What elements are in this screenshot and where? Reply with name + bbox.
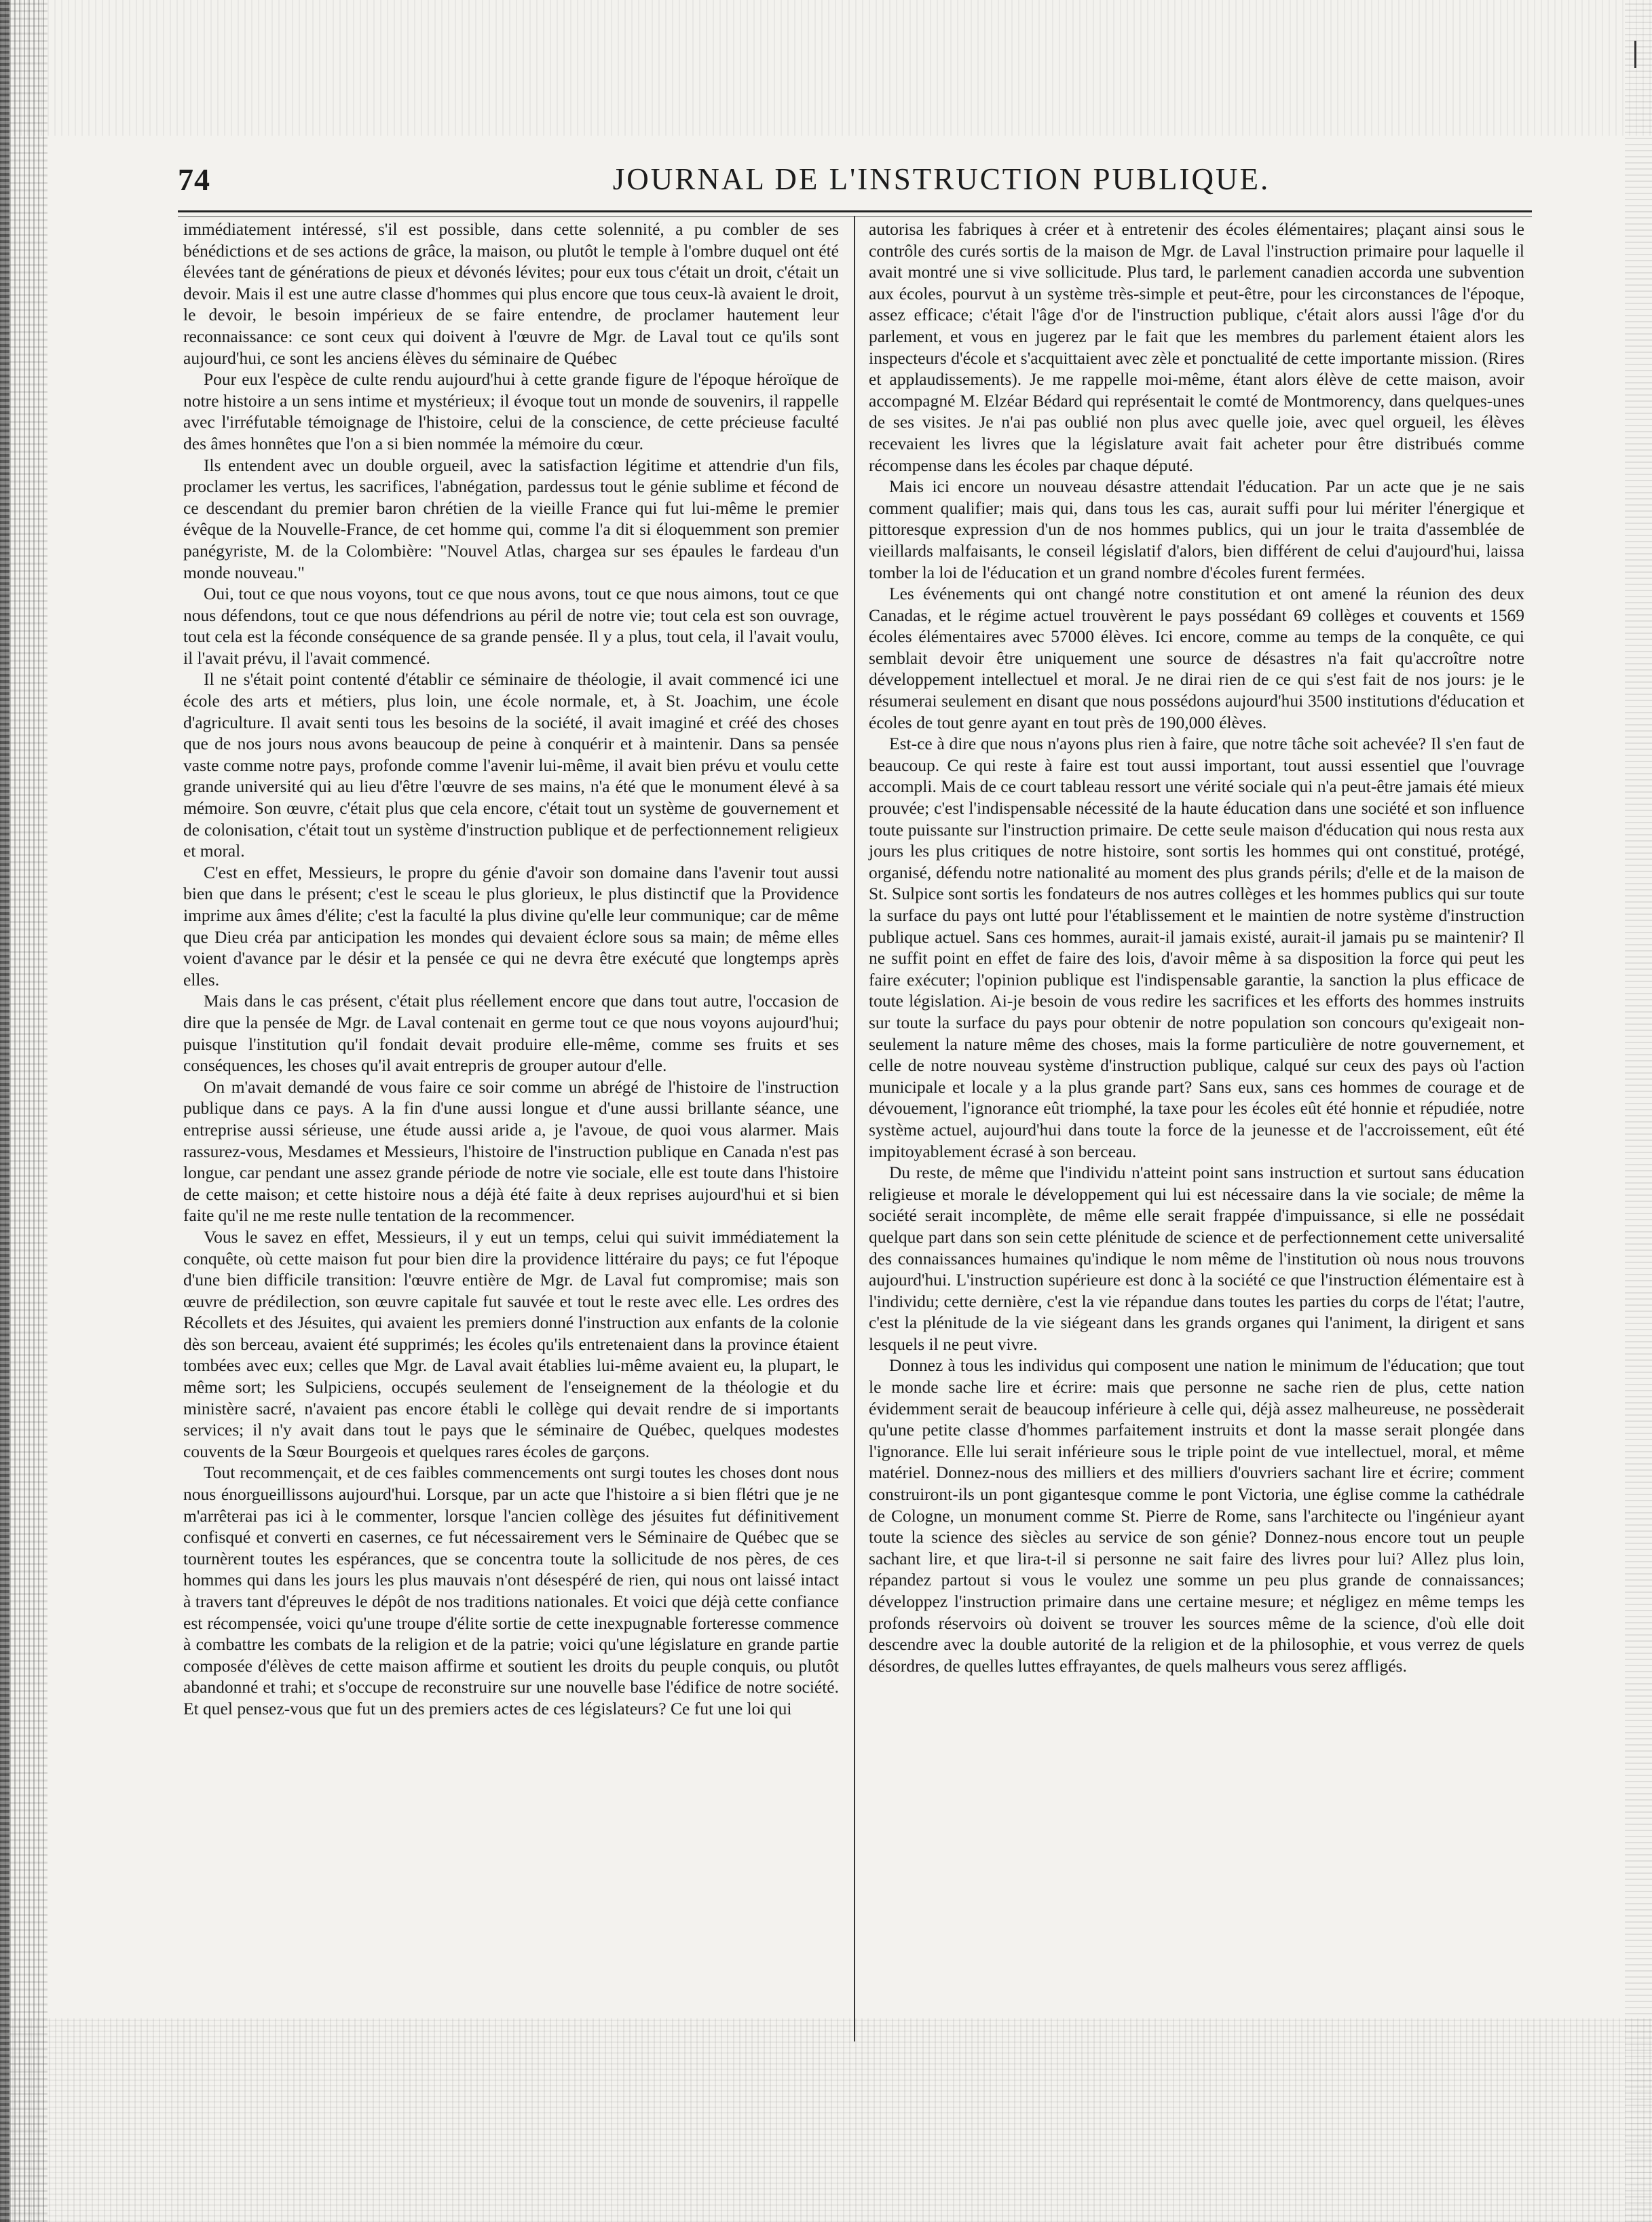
- paragraph: Les événements qui ont changé notre constitution et ont amené la réunion des deux Canadas, et le régime actuel trouvèrent le pays possédant 69 collèges et couvents et 1569 écoles élémentaires avec 57000 élèves. Ici encore, comme au temps de la conquête, ce qui semblait devoir être uniquement une source de désastres n'a fait qu'accroître notre développement intellectuel et moral. Je ne dirai rien de ce qui s'est fait de nos jours: je le résumerai seulement en disant que nous possédons aujourd'hui 3500 institutions d'éducation et écoles de tout genre ayant en tout près de 190,000 élèves.: [869, 584, 1524, 732]
- paragraph: C'est en effet, Messieurs, le propre du génie d'avoir son domaine dans l'avenir tout aussi bien que dans le présent; c'est le sceau le plus glorieux, le plus distinctif que la Providence imprime aux âmes d'élite; c'est la faculté la plus divine qu'elle leur communique; car de même que Dieu créa par anticipation les mondes qui devaient éclore sous sa main; de même elles voient d'avance par le désir et la pensée ce qui ne devra être exécuté que longtemps après elles.: [183, 862, 839, 990]
- scan-noise-bottom: [0, 2018, 1652, 2222]
- paragraph: On m'avait demandé de vous faire ce soir comme un abrégé de l'histoire de l'instruction publique dans ce pays. A la fin d'une aussi longue et d'une aussi brillante séance, une entreprise aussi sérieuse, une étude aussi aride a, je l'avoue, de quoi vous alarmer. Mais rassurez-vous, Mesdames et Messieurs, l'histoire de l'instruction publique en Canada n'est pas longue, car pendant une assez grande période de notre vie sociale, elle est toute dans l'histoire de cette maison; et cette histoire nous a déjà été faite à deux reprises aujourd'hui et si bien faite qu'il ne me reste nulle tentation de la recommencer.: [183, 1076, 839, 1226]
- paragraph: Mais ici encore un nouveau désastre attendait l'éducation. Par un acte que je ne sais comment qualifier; mais qui, dans tous les cas, aurait suffi pour lui mériter l'énergique et pittoresque expression d'un de nos hommes publics, qui un jour le traita d'assemblée de vieillards malfaisants, le conseil législatif d'alors, bien différent de celui d'aujourd'hui, laissa tomber la loi de l'éducation et un grand nombre d'écoles furent fermées.: [869, 476, 1524, 582]
- paragraph: Il ne s'était point contenté d'établir ce séminaire de théologie, il avait commencé ici une école des arts et métiers, plus loin, une école normale, et, à St. Joachim, une école d'agriculture. Il avait senti tous les besoins de la société, il avait imaginé et créé des choses que de nos jours nous avons beaucoup de peine à conquérir et à maintenir. Dans sa pensée vaste comme notre pays, profonde comme l'avenir lui-même, il avait bien prévu et voulu cette grande université qui au lieu d'être l'œuvre de ses mains, n'a été que le monument élevé à sa mémoire. Son œuvre, c'était plus que cela encore, c'était tout un système de gouvernement et de colonisation, c'était tout un système d'instruction publique et de perfectionnement religieux et moral.: [183, 669, 839, 861]
- paragraph: Donnez à tous les individus qui composent une nation le minimum de l'éducation; que tout le monde sache lire et écrire: mais que personne ne sache rien de plus, cette nation évidemment serait de beaucoup inférieure à celle qui, déjà assez malheureuse, ne possèderait qu'une petite classe d'hommes parfaitement instruits et dont la masse serait plongée dans l'ignorance. Elle lui serait inférieure sous le triple point de vue intellectuel, moral, et même matériel. Donnez-nous des milliers et des milliers d'ouvriers sachant lire et écrire; comment construiront-ils un pont gigantesque comme le pont Victoria, une église comme la cathédrale de Cologne, un monument comme St. Pierre de Rome, sans l'architecte ou l'ingénieur ayant toute la science des siècles au service de son génie? Donnez-nous encore tout un peuple sachant lire, et que lira-t-il si personne ne sait faire des livres pour lui? Allez plus loin, répandez partout si vous le voulez une somme un peu plus grande de connaissances; développez l'instruction primaire dans une certaine mesure; et négligez en même temps les profonds réservoirs où doivent se trouver les sources même de la science, d'où elle doit descendre avec la double autorité de la religion et de la philosophie, et vous verrez de quels désordres, de quelles luttes effrayantes, de quels malheurs vous serez affligés.: [869, 1355, 1524, 1676]
- scan-mark: [1634, 41, 1636, 68]
- paragraph: Vous le savez en effet, Messieurs, il y eut un temps, celui qui suivit immédiatement la conquête, où cette maison fut pour bien dire la providence littéraire du pays; ce fut l'époque d'une bien difficile transition: l'œuvre entière de Mgr. de Laval fut compromise; mais son œuvre de prédilection, son œuvre capitale fut sauvée et tout le reste avec elle. Les ordres des Récollets et des Jésuites, qui avaient les premiers donné l'instruction aux enfants de la colonie dès son berceau, avaient été supprimés; les écoles qu'ils entretenaient dans la province étaient tombées avec eux; celles que Mgr. de Laval avait établies lui-même avaient eu, la plupart, le même sort; les Sulpiciens, occupés seulement de l'enseignement de la théologie et du ministère sacré, n'avaient pas encore établi le collège qui devait rendre de si importants services; il n'y avait dans tout le pays que le séminaire de Québec, quelques modestes couvents de la Sœur Bourgeois et quelques rares écoles de garçons.: [183, 1226, 839, 1461]
- paragraph: Pour eux l'espèce de culte rendu aujourd'hui à cette grande figure de l'époque héroïque de notre histoire a un sens intime et mystérieux; il évoque tout un monde de souvenirs, il rappelle avec l'irréfutable témoignage de l'histoire, celui de la conscience, de cette précieuse faculté des âmes honnêtes que l'on a si bien nommée la mémoire du cœur.: [183, 369, 839, 453]
- column-divider: [854, 216, 855, 2041]
- page-header: [178, 162, 1532, 202]
- paragraph: Oui, tout ce que nous voyons, tout ce que nous avons, tout ce que nous aimons, tout ce que nous défendons, tout ce que nous défendrions au péril de notre vie; tout cela est son ouvrage, tout cela est la féconde conséquence de sa grande pensée. Il y a plus, tout cela, il l'avait voulu, il l'avait prévu, il l'avait commencé.: [183, 584, 839, 668]
- scan-noise-right: [1625, 0, 1652, 2222]
- page-number: 74: [178, 162, 210, 197]
- paragraph: Du reste, de même que l'individu n'atteint point sans instruction et surtout sans éducation religieuse et morale le développement qui lui est nécessaire dans la vie sociale; de même la société serait incomplète, de même elle serait frappée d'impuissance, si elle ne possédait quelque part dans son sein cette plénitude de science et de perfectionnement cette universalité des connaissances humaines qu'indique le nom même de l'institution où nous nous trouvons aujourd'hui. L'instruction supérieure est donc à la société ce que l'instruction élémentaire est à l'individu; cette dernière, c'est la vie répandue dans toutes les parties du corps de l'état; l'autre, c'est la plénitude de la vie siégeant dans les grands organes qui l'animent, la dirigent et sans lesquels il ne peut vivre.: [869, 1163, 1524, 1354]
- paragraph: immédiatement intéressé, s'il est possible, dans cette solennité, a pu combler de ses bénédictions et de ses actions de grâce, la maison, ou plutôt le temple à l'ombre duquel ont été élevées tant de générations de pieux et dévonés lévites; pour eux tous c'était un droit, c'était un devoir. Mais il est une autre classe d'hommes qui plus encore que tous ceux-là avaient le droit, le devoir, le besoin impérieux de se faire entendre, de proclamer hautement leur reconnaissance: ce sont ceux qui doivent à l'œuvre de Mgr. de Laval tout ce qu'ils sont aujourd'hui, ce sont les anciens élèves du séminaire de Québec: [183, 219, 839, 368]
- paragraph: Est-ce à dire que nous n'ayons plus rien à faire, que notre tâche soit achevée? Il s'en faut de beaucoup. Ce qui reste à faire est tout aussi important, tout aussi essentiel que l'ouvrage accompli. Mais de ce court tableau ressort une vérité sociale qui n'a peut-être jamais été mieux prouvée; c'est l'indispensable nécessité de la haute éducation dans une société et son influence toute puissante sur l'instruction primaire. De cette seule maison d'éducation qui nous resta aux jours les plus critiques de notre histoire, sont sortis les hommes qui ont constitué, protégé, organisé, défendu notre nationalité au moment des plus grands périls; d'elle et de la maison de St. Sulpice sont sortis les fondateurs de nos autres collèges et les hommes publics qui sur toute la surface du pays ont lutté pour l'établissement et le maintien de notre système d'instruction publique actuel. Sans ces hommes, aurait-il jamais existé, aurait-il jamais pu se maintenir? Il ne suffit point en effet de faire des lois, d'avoir même à sa disposition la force qui peut les faire exécuter; l'opinion publique est l'indispensable garantie, la sanction la plus efficace de toute législation. Ai-je besoin de vous redire les sacrifices et les efforts des hommes instruits sur toute la surface du pays pour obtenir de notre population son concours qu'exigeait non-seulement la nature même des choses, mais la forme particulière de notre gouvernement, et celle de notre nouveau système d'instruction publique, calqué sur ceux des pays où l'action municipale et locale y a la plus grande part? Sans eux, sans ces hommes de courage et de dévouement, l'ignorance eût triomphé, la taxe pour les écoles eût été honnie et répudiée, notre système actuel, aujourd'hui dans toute la force de la jeunesse et de l'accroissement, eût été impitoyablement écrasé à son berceau.: [869, 734, 1524, 1161]
- paragraph: Ils entendent avec un double orgueil, avec la satisfaction légitime et attendrie d'un fils, proclamer les vertus, les sacrifices, l'abnégation, pardessus tout le génie sublime et fécond de ce descendant du premier baron chrétien de la vieille France qui fut lui-même le premier évêque de la Nouvelle-France, de cet homme qui, comme l'a dit si éloquemment son premier panégyriste, M. de la Colombière: "Nouvel Atlas, chargea sur ses épaules le fardeau d'un monde nouveau.": [183, 455, 839, 582]
- right-column: [869, 219, 1524, 1676]
- journal-title: JOURNAL DE L'INSTRUCTION PUBLIQUE.: [612, 162, 1271, 196]
- paragraph: autorisa les fabriques à créer et à entretenir des écoles élémentaires; plaçant ainsi sous le contrôle des curés sortis de la maison de Mgr. de Laval l'instruction primaire pour laquelle il avait montré une si vive sollicitude. Plus tard, le parlement canadien accorda une subvention aux écoles, pourvut à un système très-simple et peut-être, pour les circonstances de l'époque, assez efficace; c'était l'âge d'or de l'instruction publique, c'était alors aussi l'âge d'or du parlement, et vous en jugerez par le fait que les membres du parlement étaient alors les inspecteurs d'école et s'acquittaient avec zèle et ponctualité de cette importante mission. (Rires et applaudissements). Je me rappelle moi-même, étant alors élève de cette maison, avoir accompagné M. Elzéar Bédard qui représentait le comté de Montmorency, dans quelques-unes de ses visites. Je n'ai pas oublié non plus avec quelle joie, avec quel orgueil, les élèves recevaient les livres que la législature avait fait acheter pour être distribués comme récompense dans les écoles par chaque député.: [869, 219, 1524, 475]
- left-column: [183, 219, 839, 1720]
- scan-binding-edge: [0, 0, 10, 2222]
- paragraph: Mais dans le cas présent, c'était plus réellement encore que dans tout autre, l'occasion de dire que la pensée de Mgr. de Laval contenait en germe tout ce que nous voyons aujourd'hui; puisque l'institution qu'il fondait devait produire elle-même, comme ses fruits et ses conséquences, les choses qu'il avait entrepris de grouper autour d'elle.: [183, 991, 839, 1076]
- paragraph: Tout recommençait, et de ces faibles commencements ont surgi toutes les choses dont nous nous énorgueillissons aujourd'hui. Lorsque, par un acte que l'histoire a si bien flétri que je ne m'arrêterai pas ici à le commenter, lorsque l'ancien collège des jésuites fut définitivement confisqué et converti en casernes, ce fut nécessairement vers le Séminaire de Québec que se tournèrent toutes les espérances, que se concentra toute la sollicitude de nos pères, de ces hommes qui dans les jours les plus mauvais n'ont désespéré de rien, qui nous ont laissé intact à travers tant d'épreuves le dépôt de nos traditions nationales. Et voici que déjà cette confiance est récompensée, voici qu'une troupe d'élite sortie de cette inexpugnable forteresse commence à combattre les combats de la religion et de la patrie; voici qu'une législature en grande partie composée d'élèves de cette maison affirme et soutient les droits du peuple conquis, ou plutôt abandonné et trahi; et s'occupe de reconstruire sur une nouvelle base l'édifice de notre société. Et quel pensez-vous que fut un des premiers actes de ces législateurs? Ce fut une loi qui: [183, 1463, 839, 1718]
- scan-noise-top: [0, 0, 1652, 136]
